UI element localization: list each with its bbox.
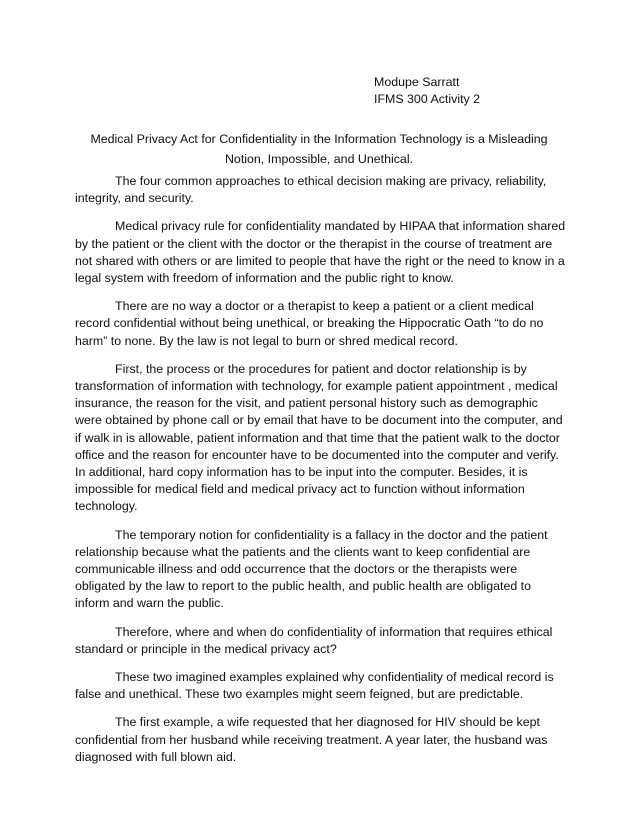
document-title — [60, 129, 578, 169]
title-line-2: Notion, Impossible, and Unethical. — [224, 152, 414, 166]
author-name: Modupe Sarratt — [374, 75, 460, 89]
paragraph: There are no way a doctor or a therapist to keep a patient or a client medical record confidential without being unethical, or breaking the Hippocratic Oath “to do no harm” to none. By the law is not legal to burn or shred medical record. — [75, 299, 544, 348]
paragraph: The temporary notion for confidentiality is a fallacy in the doctor and the patient relationship because what the patients and the clients want to keep confidential are communicable illness and odd occurrence that the doctors or the therapists were obligated by the law to report to the public health, and public health are obligated to inform and warn the public. — [75, 527, 548, 611]
document-body — [75, 173, 567, 777]
author-block — [374, 74, 480, 108]
title-line-1: Medical Privacy Act for Confidentiality in the Information Technology is a Misleading — [90, 132, 548, 146]
paragraph: Therefore, where and when do confidentiality of information that requires ethical standard or principle in the medical privacy act? — [75, 624, 553, 656]
course-activity: IFMS 300 Activity 2 — [374, 92, 481, 106]
paragraph: These two imagined examples explained why confidentiality of medical record is false and unethical. These two examples might seem feigned, but are predictable. — [75, 670, 554, 702]
paragraph: The first example, a wife requested that her diagnosed for HIV should be kept confidential from her husband while receiving treatment. A year later, the husband was diagnosed with full blown aid. — [75, 715, 548, 764]
paragraph: The four common approaches to ethical decision making are privacy, reliability, integrity, and security. — [75, 174, 547, 206]
paragraph: First, the process or the procedures for patient and doctor relationship is by transformation of information with technology, for example patient appointment , medical insurance, the reason for the visit, and patient personal history such as demographic were obtained by phone call or by email that have to be document into the computer, and if walk in is allowable, patient information and that time that the patient walk to the doctor office and the reason for encounter have to be documented into the computer and verify. In additional, hard copy information has to be input into the computer. Besides, it is impossible for medical field and medical privacy act to function without information technology. — [75, 361, 563, 514]
paragraph: Medical privacy rule for confidentiality mandated by HIPAA that information shared by the patient or the client with the doctor or the therapist in the course of treatment are not shared with others or are limited to people that have the right or the need to know in a legal system with freedom of information and the public right to know. — [75, 219, 566, 286]
